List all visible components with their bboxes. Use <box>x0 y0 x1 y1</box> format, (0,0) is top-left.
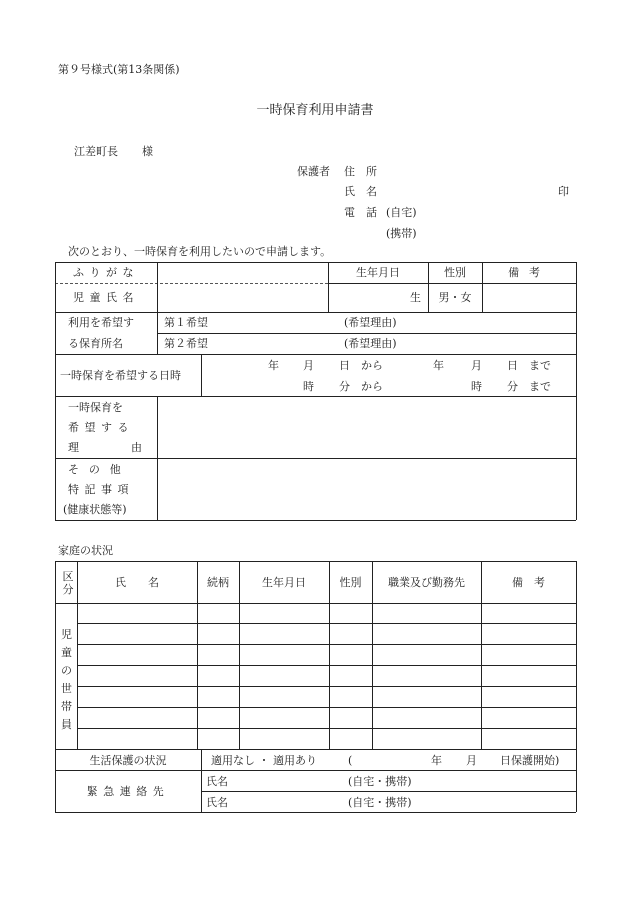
seal-mark: 印 <box>558 185 569 198</box>
remarks-header: 備考 <box>508 266 550 279</box>
time-from-minute: 分 <box>339 380 350 393</box>
form-number: 第９号様式(第13条関係) <box>58 63 180 76</box>
date-until-word: まで <box>529 359 551 372</box>
reason-tag-2: (希望理由) <box>344 337 397 350</box>
phone-mobile-label: (携帯) <box>386 227 417 240</box>
child-name-label: 児童氏名 <box>73 291 139 304</box>
relation-header: 続柄 <box>207 576 229 589</box>
time-from-word: から <box>361 380 383 393</box>
hh-remarks-header: 備 考 <box>512 576 545 589</box>
occupation-header: 職業及び勤務先 <box>388 576 465 589</box>
other-label-line-3: (健康状態等) <box>63 503 127 516</box>
date-until-year: 年 <box>433 359 444 372</box>
phone-label: 電 話 <box>344 206 377 219</box>
reason-label-line-3b: 由 <box>131 441 142 454</box>
birthdate-header: 生年月日 <box>356 266 400 279</box>
reason-label-line-3a: 理 <box>68 441 79 454</box>
time-from-hour: 時 <box>303 380 314 393</box>
desired-facility-label-2: る保育所名 <box>68 337 123 350</box>
date-from-year: 年 <box>268 359 279 372</box>
name-label: 氏 名 <box>344 185 377 198</box>
welfare-paren: ( <box>348 754 353 767</box>
reason-label-line-1: 一時保育を <box>68 401 123 414</box>
furigana-label: ふりがな <box>73 266 139 279</box>
time-until-hour: 時 <box>471 380 482 393</box>
date-until-month: 月 <box>471 359 482 372</box>
household-members-label: 児童の世帯員 <box>61 628 72 731</box>
other-label-line-2: 特記事項 <box>68 483 134 496</box>
reason-tag-1: (希望理由) <box>344 316 397 329</box>
second-choice-label: 第２希望 <box>164 337 208 350</box>
intro-text: 次のとおり、一時保育を利用したいので申請します。 <box>68 245 332 258</box>
welfare-value: 適用なし ・ 適用あり <box>211 754 317 767</box>
contact-tag-1: (自宅・携帯) <box>348 775 412 788</box>
document-title: 一時保育利用申請書 <box>256 103 374 118</box>
sex-options: 男・女 <box>438 291 472 304</box>
date-from-word: から <box>361 359 383 372</box>
hh-sex-header: 性別 <box>339 576 362 589</box>
other-label-line-1: その他 <box>68 463 131 476</box>
contact-name-label-1: 氏名 <box>206 775 228 788</box>
hh-birthdate-header: 生年月日 <box>262 576 306 589</box>
born-suffix: 生 <box>410 291 421 304</box>
desired-facility-label-1: 利用を希望す <box>68 316 134 329</box>
welfare-label: 生活保護の状況 <box>89 754 167 767</box>
name-header: 氏 名 <box>115 576 159 589</box>
time-until-word: まで <box>529 380 551 393</box>
date-until-day: 日 <box>507 359 518 372</box>
addressee: 江差町長 <box>74 145 118 158</box>
address-label: 住 所 <box>344 165 377 178</box>
contact-name-label-2: 氏名 <box>206 796 228 809</box>
welfare-year: 年 <box>431 754 442 767</box>
welfare-start: 日保護開始) <box>500 754 560 767</box>
phone-home-label: (自宅) <box>386 206 417 219</box>
first-choice-label: 第１希望 <box>164 316 208 329</box>
date-from-month: 月 <box>303 359 314 372</box>
household-section-title: 家庭の状況 <box>58 544 113 557</box>
kubun-header: 区分 <box>62 570 74 596</box>
guardian-label: 保護者 <box>297 165 330 178</box>
reason-label-line-2: 希望する <box>68 421 134 434</box>
contact-tag-2: (自宅・携帯) <box>348 796 412 809</box>
date-from-day: 日 <box>339 359 350 372</box>
welfare-month: 月 <box>466 754 477 767</box>
honorific: 様 <box>142 145 153 158</box>
sex-header: 性別 <box>444 266 466 279</box>
schedule-label: 一時保育を希望する日時 <box>60 369 181 382</box>
emergency-contact-label: 緊急連絡先 <box>86 785 170 798</box>
time-until-minute: 分 <box>507 380 518 393</box>
